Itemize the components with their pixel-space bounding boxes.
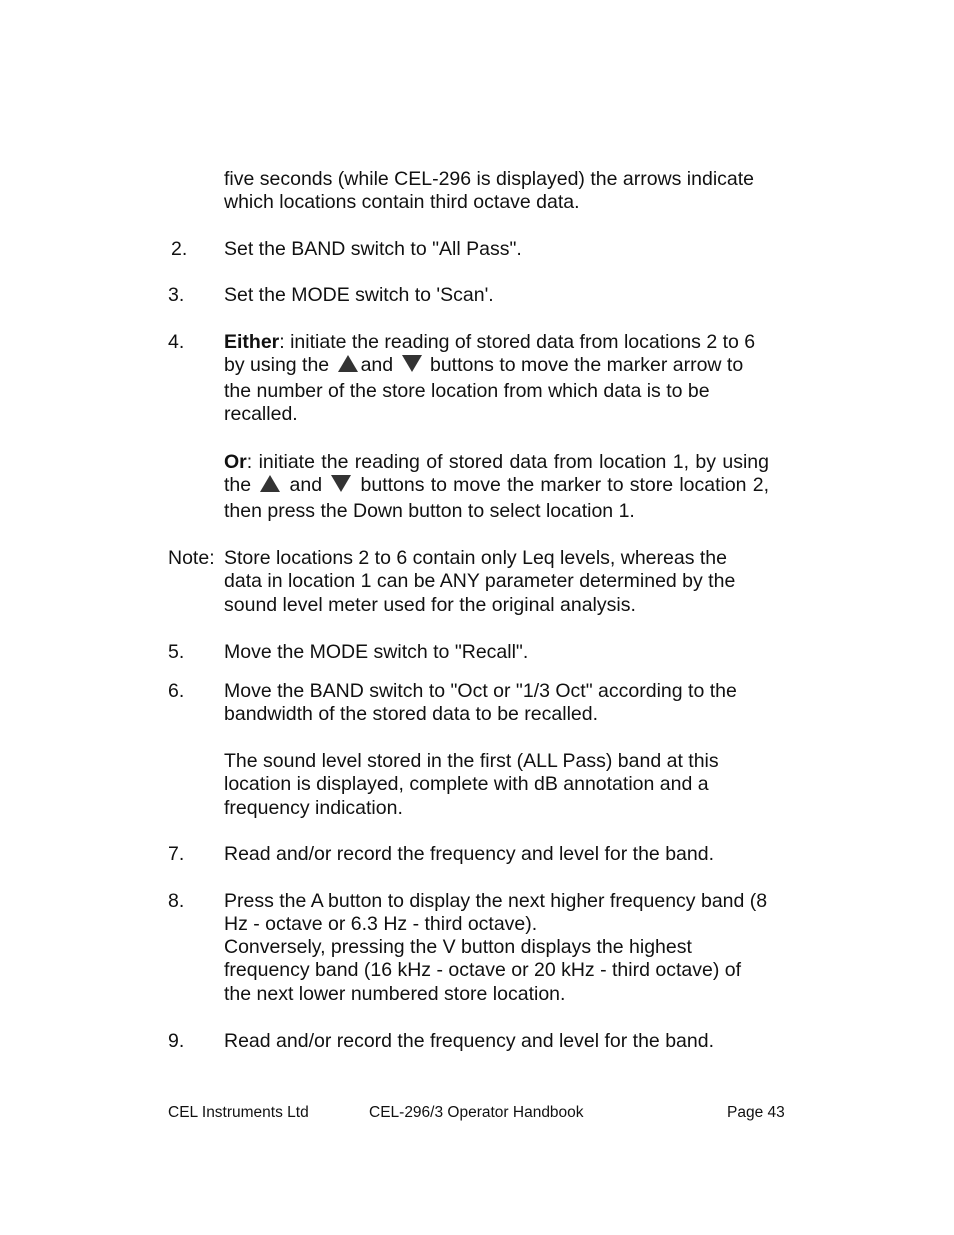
down-triangle-icon bbox=[330, 474, 352, 499]
step-4-number: 4. bbox=[168, 331, 185, 353]
up-triangle-icon bbox=[337, 354, 359, 379]
either-text-a: : initiate the reading of stored data from locations 2 to 6 by using the bbox=[224, 331, 756, 377]
or-and: and bbox=[289, 474, 323, 497]
either-and: and bbox=[360, 354, 394, 377]
step-8-number: 8. bbox=[168, 890, 185, 912]
either-label: Either bbox=[224, 331, 280, 353]
up-triangle-icon bbox=[259, 474, 281, 499]
footer-company: CEL Instruments Ltd bbox=[168, 1104, 309, 1121]
step-3-number: 3. bbox=[168, 284, 185, 306]
note-label: Note: bbox=[168, 547, 215, 569]
step-6-text-2: The sound level stored in the first (ALL Pass) band at this location is displayed, complete with dB annotation and a frequency indication. bbox=[224, 750, 719, 819]
or-text-b: buttons to move the marker to store location 2, then press the Down button to select location 1. bbox=[224, 474, 770, 522]
step-6-text: Move the BAND switch to "Oct or "1/3 Oct" according to the bandwidth of the stored data to be recalled. bbox=[224, 680, 737, 726]
step-2-number: 2. bbox=[171, 238, 188, 260]
footer-page-number: Page 43 bbox=[727, 1104, 785, 1121]
step-5-number: 5. bbox=[168, 641, 185, 663]
step-6-number: 6. bbox=[168, 680, 185, 702]
step-8-text-2: Conversely, pressing the V button displays the highest frequency band (16 kHz - octave or 20 kHz - third octave) of the next lower numbered store location. bbox=[224, 936, 741, 1005]
step-3-text: Set the MODE switch to 'Scan'. bbox=[224, 284, 494, 306]
step-5-text: Move the MODE switch to "Recall". bbox=[224, 641, 529, 663]
down-triangle-icon bbox=[401, 354, 423, 379]
note-text: Store locations 2 to 6 contain only Leq levels, whereas the data in location 1 can be ANY parameter determined by the sound level meter used for the original analysis. bbox=[224, 547, 736, 616]
step-7-text: Read and/or record the frequency and level for the band. bbox=[224, 843, 714, 865]
step-4-either bbox=[224, 331, 769, 427]
step-2-text: Set the BAND switch to "All Pass". bbox=[224, 238, 522, 260]
step-7-number: 7. bbox=[168, 843, 185, 865]
step-8-text: Press the A button to display the next higher frequency band (8 Hz - octave or 6.3 Hz - third octave). bbox=[224, 890, 768, 936]
or-label: Or bbox=[224, 451, 247, 473]
step-9-number: 9. bbox=[168, 1030, 185, 1052]
or-text-a: : initiate the reading of stored data from location 1, by using the bbox=[224, 451, 769, 497]
step-4-or bbox=[224, 451, 769, 523]
either-text-b: buttons to move the marker arrow to the number of the store location from which data is to be recalled. bbox=[224, 354, 744, 426]
step-9-text: Read and/or record the frequency and level for the band. bbox=[224, 1030, 714, 1052]
intro-paragraph: five seconds (while CEL-296 is displayed) the arrows indicate which locations contain third octave data. bbox=[224, 168, 755, 214]
footer-title: CEL-296/3 Operator Handbook bbox=[369, 1104, 584, 1121]
